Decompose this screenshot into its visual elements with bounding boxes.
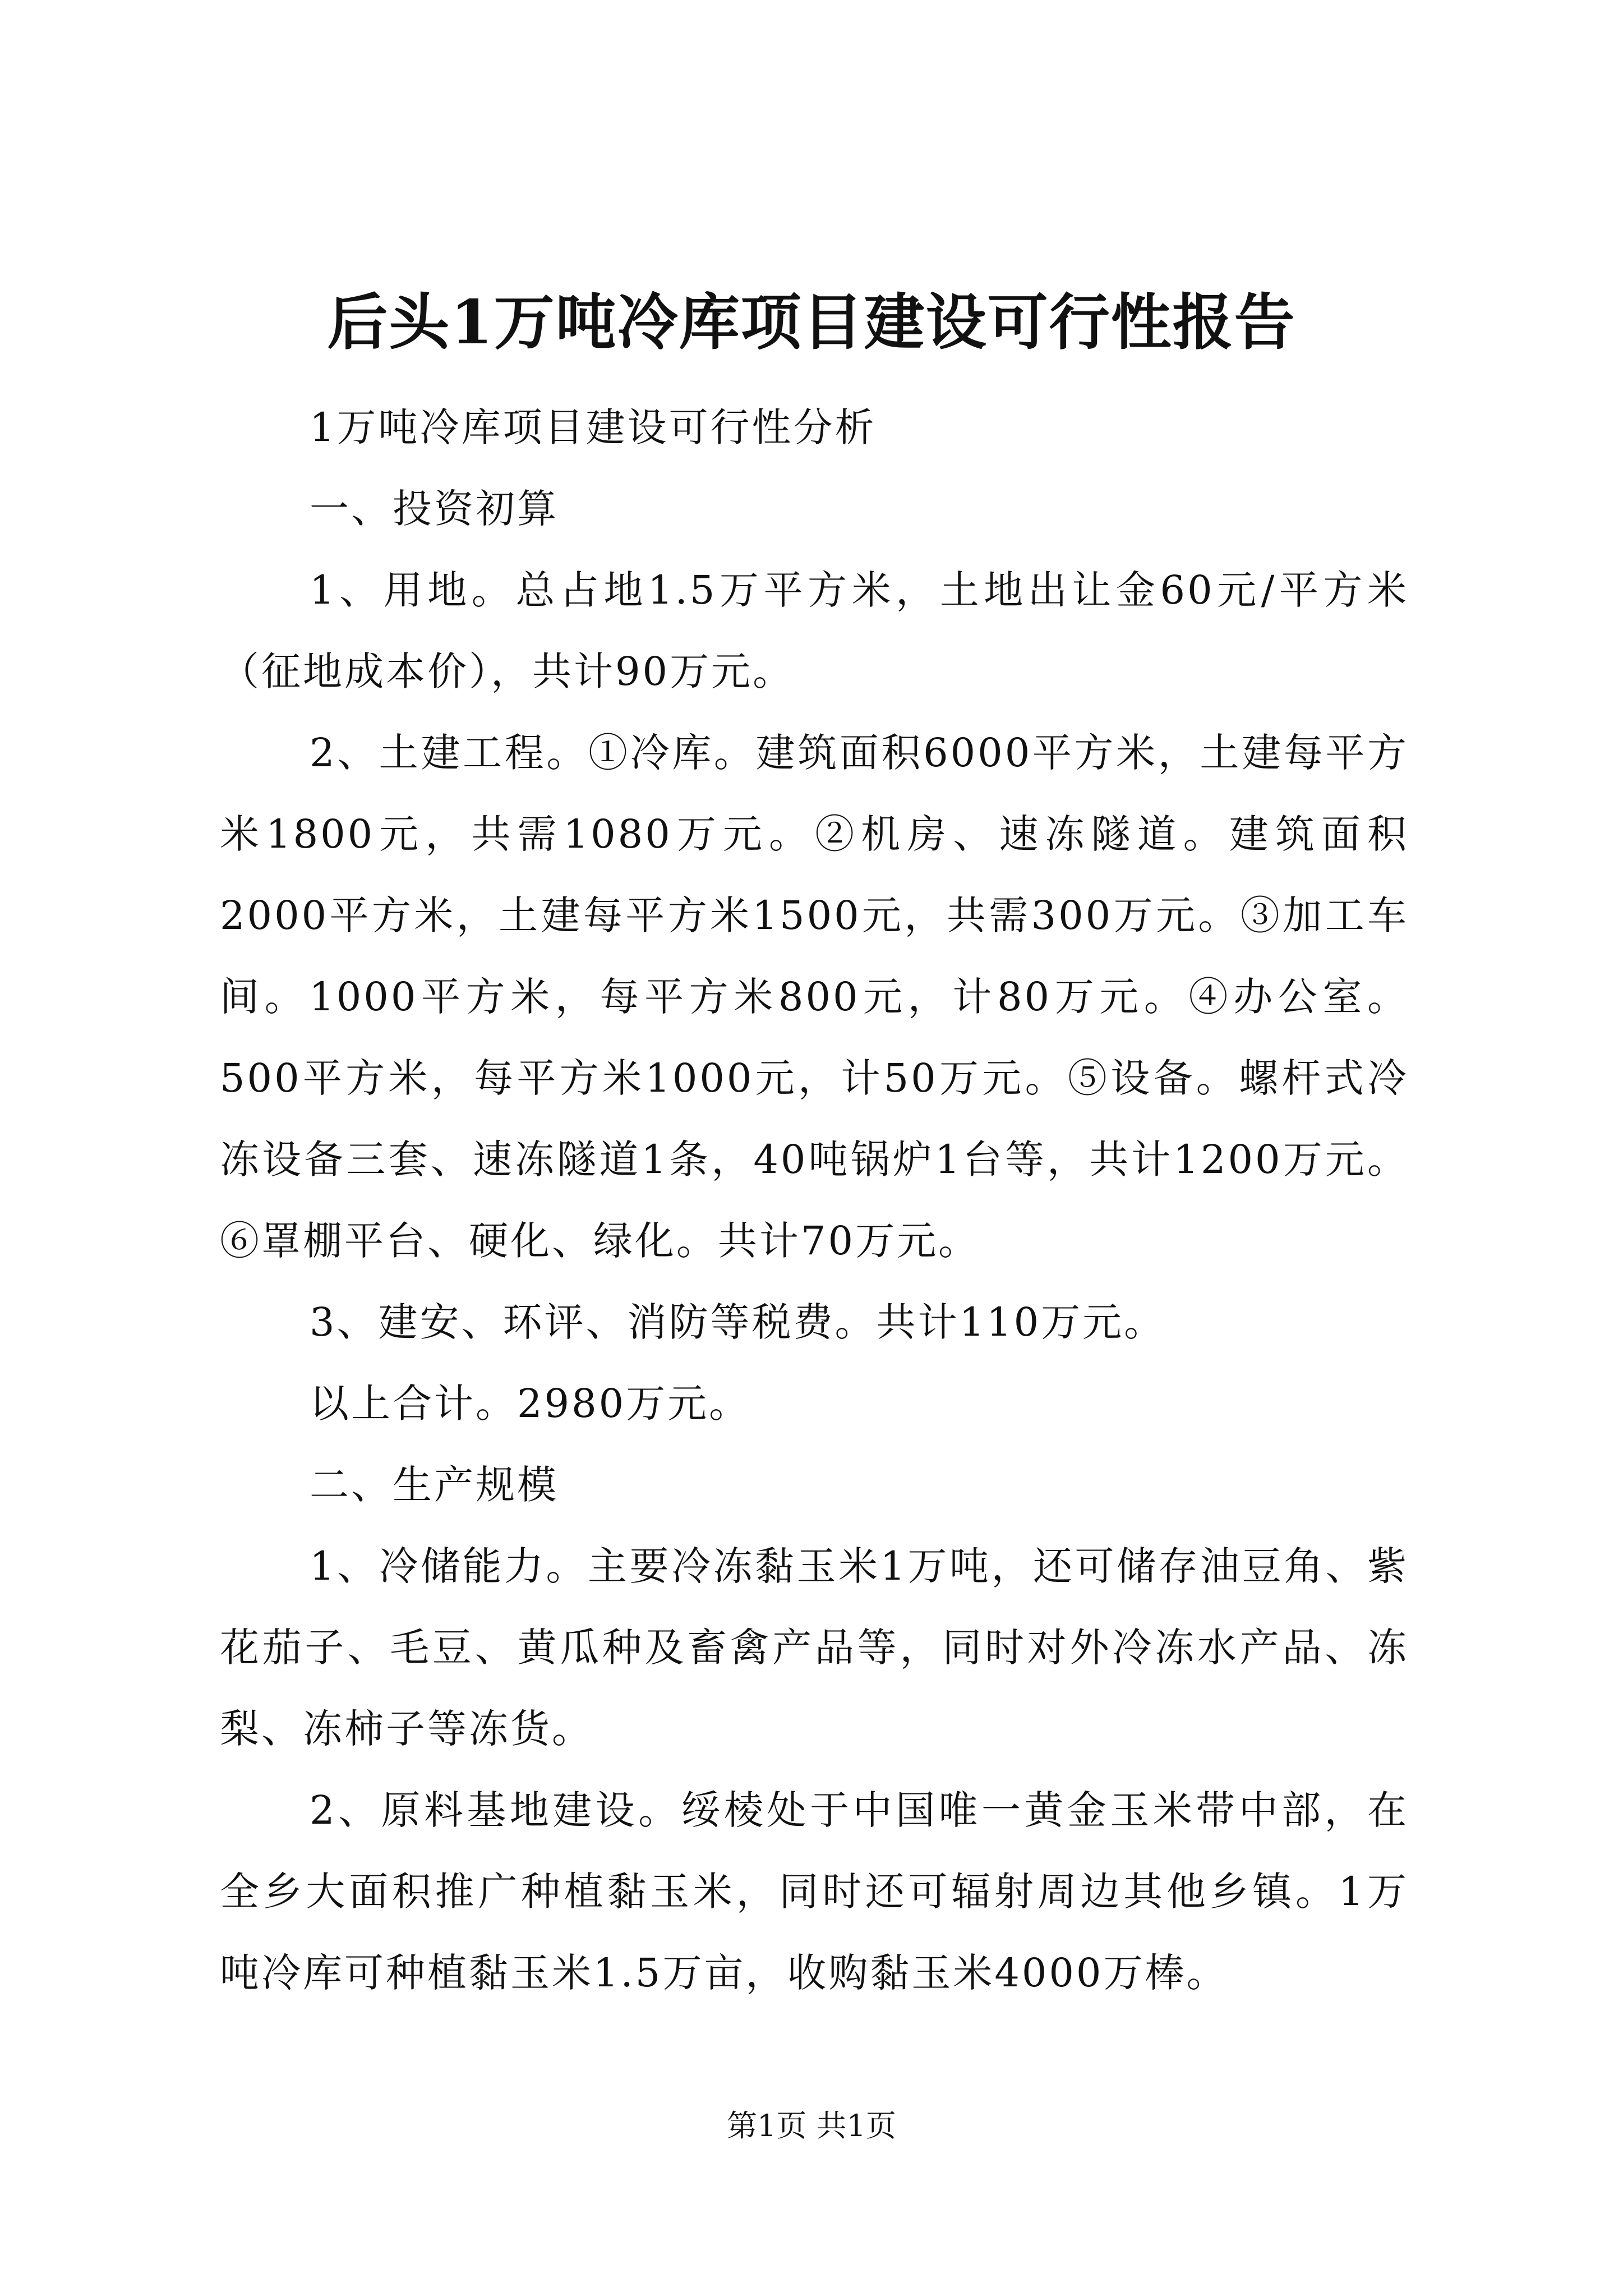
page-footer: 第1页 共1页: [727, 2108, 896, 2143]
paragraph-total: 以上合计。2980万元。: [310, 1381, 751, 1427]
paragraph-civil-engineering: 2、土建工程。①冷库。建筑面积6000平方米，土建每平方米1800元，共需1080万元。②机房、速冻隧道。建筑面积2000平方米，土建每平方米1500元，共需300万元。③加工车间。1000平方米，每平方米800元，计80万元。④办公室。500平方米，每平方米1000元，计50万元。⑤设备。螺杆式冷冻设备三套、速冻隧道1条，40吨锅炉1台等，共计1200万元。⑥罩棚平台、硬化、绿化。共计70万元。: [220, 730, 1409, 1264]
paragraph-land-use: 1、用地。总占地1.5万平方米，土地出让金60元/平方米（征地成本价），共计90万元。: [220, 567, 1409, 694]
section-heading-production-scale: 二、生产规模: [310, 1462, 559, 1508]
section-heading-investment: 一、投资初算: [310, 486, 559, 532]
paragraph-taxes-fees: 3、建安、环评、消防等税费。共计110万元。: [310, 1299, 1166, 1345]
document-title: 后头1万吨冷库项目建设可行性报告: [327, 287, 1296, 358]
paragraph-raw-material-base: 2、原料基地建设。绥棱处于中国唯一黄金玉米带中部，在全乡大面积推广种植黏玉米，同时还可辐射周边其他乡镇。1万吨冷库可种植黏玉米1.5万亩，收购黏玉米4000万棒。: [220, 1787, 1409, 1996]
document-body: [220, 387, 1409, 2014]
paragraph-cold-storage-capacity: 1、冷储能力。主要冷冻黏玉米1万吨，还可储存油豆角、紫花茄子、毛豆、黄瓜种及畜禽产品等，同时对外冷冻水产品、冻梨、冻柿子等冻货。: [220, 1543, 1409, 1752]
paragraph-subtitle: 1万吨冷库项目建设可行性分析: [310, 404, 877, 450]
